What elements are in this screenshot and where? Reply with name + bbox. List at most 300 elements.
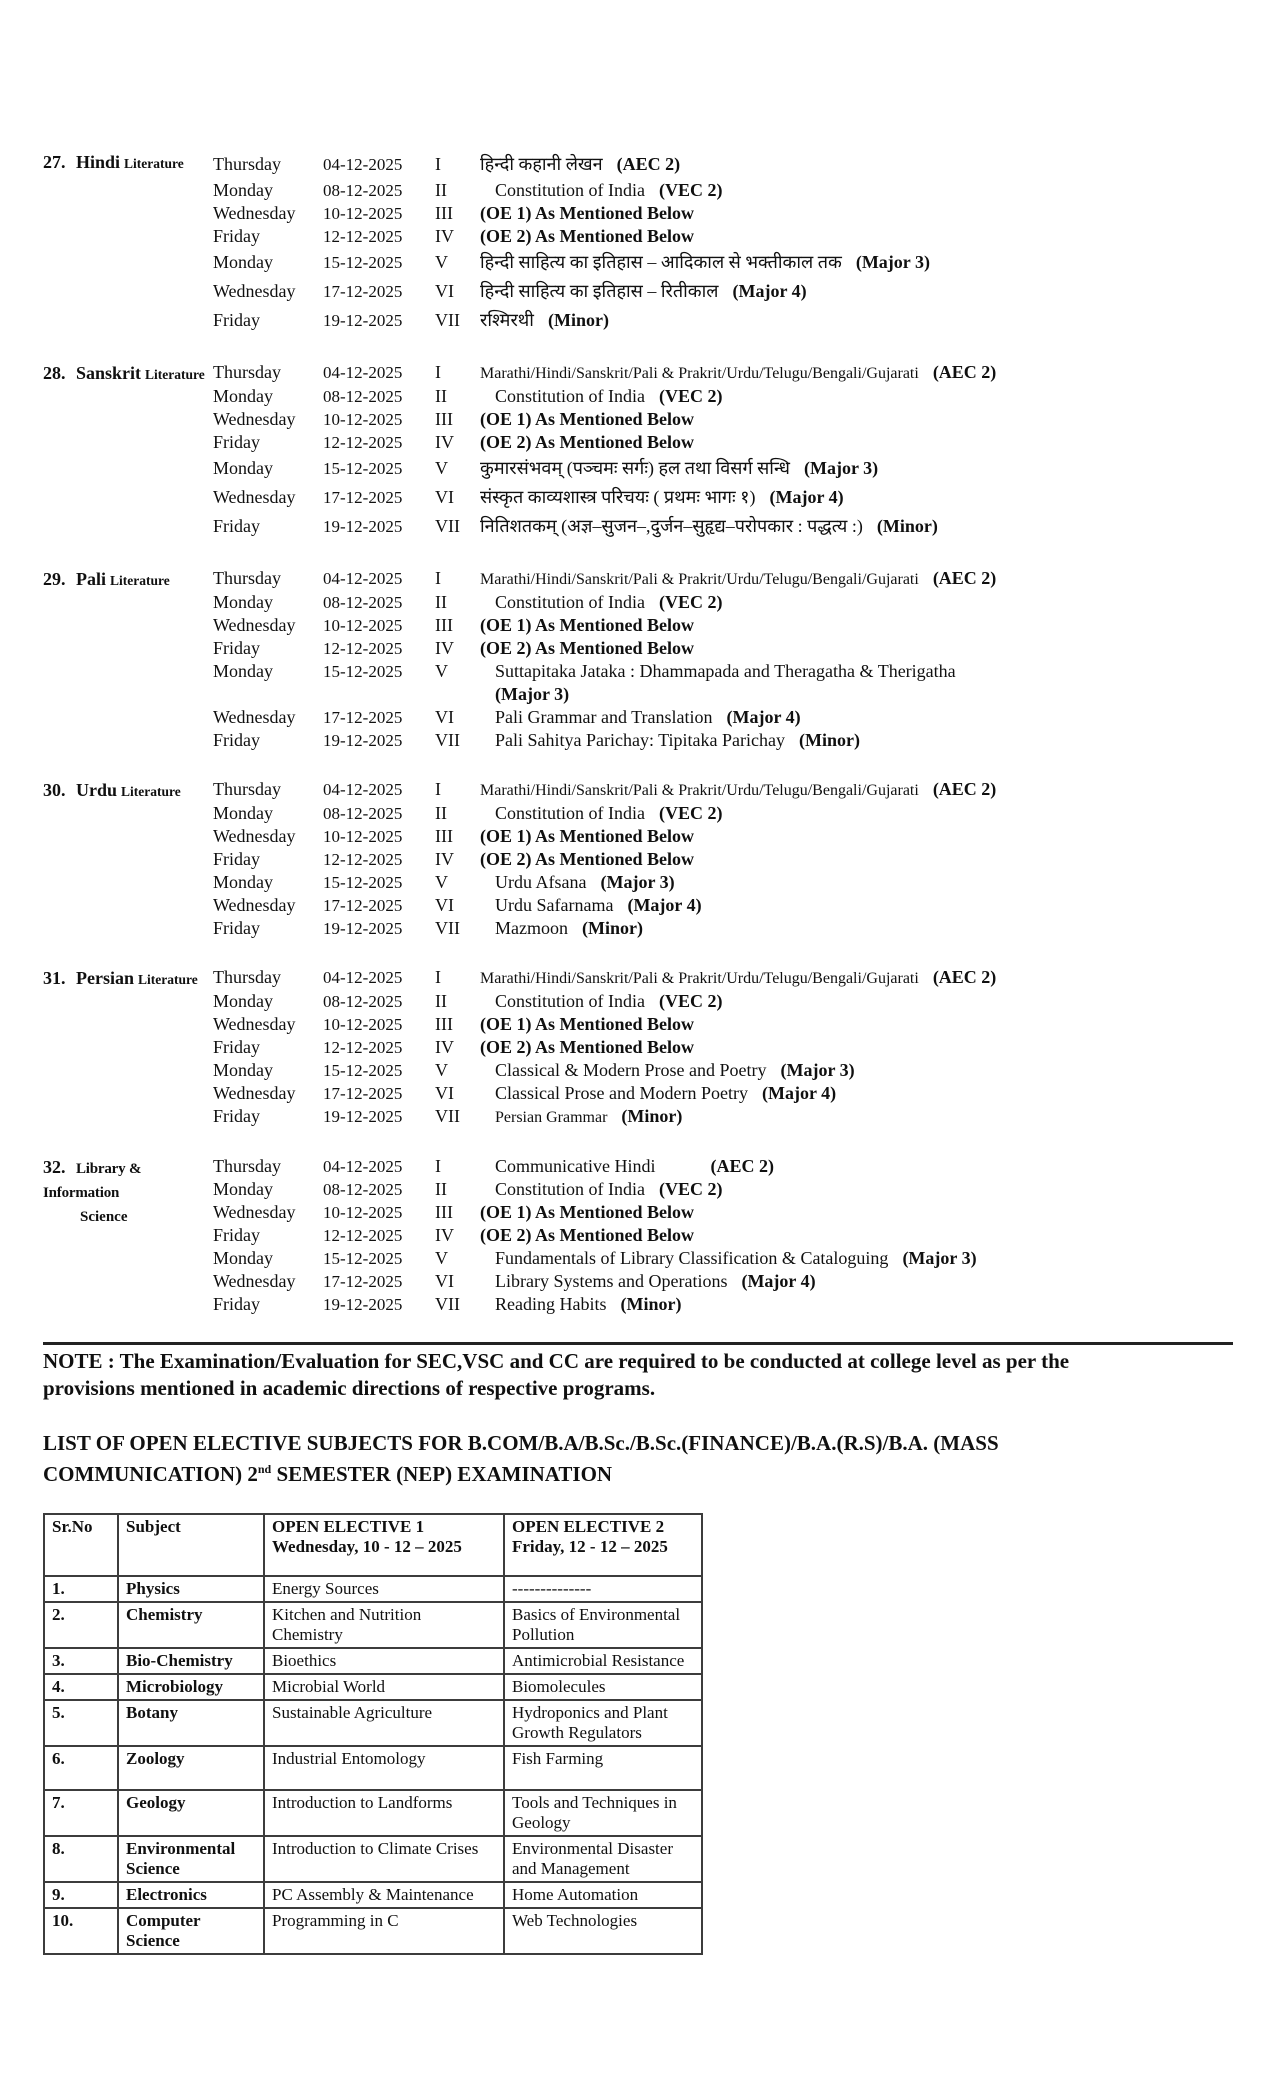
paper-number: III bbox=[435, 203, 453, 223]
course-category-tag: (Minor) bbox=[876, 516, 938, 536]
paper-title: कुमारसंभवम् (पञ्चमः सर्गः) हल तथा विसर्ग सन्धि bbox=[480, 458, 790, 478]
paper-title-cell bbox=[480, 431, 1233, 454]
paper-title: Pali Grammar and Translation bbox=[495, 707, 713, 727]
heading-line2-post: SEMESTER (NEP) EXAMINATION bbox=[271, 1462, 613, 1486]
paper-title-cell bbox=[480, 1293, 1233, 1316]
paper-title: Reading Habits bbox=[495, 1294, 607, 1314]
paper-number: I bbox=[435, 362, 441, 382]
elective-subject: Chemistry bbox=[118, 1602, 264, 1648]
paper-title-cell bbox=[480, 1105, 1233, 1129]
paper-title: (OE 2) As Mentioned Below bbox=[480, 1037, 694, 1057]
paper-title: (OE 2) As Mentioned Below bbox=[480, 226, 694, 246]
course-category-tag: (Major 4) bbox=[726, 707, 801, 727]
schedule-sections bbox=[43, 150, 1233, 1316]
section-number: 31. bbox=[43, 968, 66, 988]
exam-row bbox=[213, 1247, 1233, 1270]
exam-row bbox=[213, 706, 1233, 729]
paper-number: II bbox=[435, 991, 447, 1011]
paper-number: IV bbox=[435, 226, 454, 246]
exam-date: 15-12-2025 bbox=[323, 253, 403, 272]
course-category-tag: (Major 4) bbox=[732, 281, 807, 301]
exam-day: Monday bbox=[213, 803, 273, 823]
paper-number: II bbox=[435, 592, 447, 612]
section-rows bbox=[213, 567, 1233, 752]
exam-row bbox=[213, 990, 1233, 1013]
elective-oe2: Environmental Disaster and Management bbox=[504, 1836, 702, 1882]
paper-title-cell bbox=[480, 966, 1233, 990]
section-subject-name: Pali bbox=[76, 569, 106, 589]
elective-srno: 4. bbox=[44, 1674, 118, 1700]
paper-title: Marathi/Hindi/Sanskrit/Pali & Prakrit/Urdu/Telugu/Bengali/Gujarati bbox=[480, 571, 919, 588]
exam-day: Monday bbox=[213, 1248, 273, 1268]
paper-title-cell bbox=[480, 1201, 1233, 1224]
exam-row bbox=[213, 225, 1233, 248]
exam-date: 04-12-2025 bbox=[323, 363, 403, 382]
paper-title-cell bbox=[480, 248, 1233, 277]
exam-date: 10-12-2025 bbox=[323, 204, 403, 223]
exam-day: Friday bbox=[213, 918, 260, 938]
heading-line2-pre: COMMUNICATION) 2 bbox=[43, 1462, 258, 1486]
section-label-line-1 bbox=[43, 361, 213, 387]
course-category-tag: (Major 4) bbox=[741, 1271, 816, 1291]
section-label-line-1 bbox=[43, 567, 213, 593]
paper-title: नितिशतकम् (अज्ञ–सुजन–,दुर्जन–सुहृद्य–परोपकार : पद्धत्य :) bbox=[480, 516, 863, 536]
exam-day: Monday bbox=[213, 1060, 273, 1080]
paper-title-cell bbox=[480, 660, 1233, 706]
paper-title-cell bbox=[480, 1059, 1233, 1082]
exam-row bbox=[213, 1036, 1233, 1059]
exam-row bbox=[213, 1201, 1233, 1224]
paper-number: VII bbox=[435, 310, 460, 330]
section-number: 30. bbox=[43, 780, 66, 800]
course-category-tag: (Major 3) bbox=[780, 1060, 855, 1080]
exam-row bbox=[213, 660, 1233, 706]
paper-title-cell bbox=[480, 512, 1233, 541]
paper-title: हिन्दी साहित्य का इतिहास – आदिकाल से भक्तीकाल तक bbox=[480, 252, 842, 272]
section-subject-name: Persian bbox=[76, 968, 134, 988]
section-subject-suffix: Literature bbox=[121, 784, 181, 799]
exam-row bbox=[213, 454, 1233, 483]
paper-number: VI bbox=[435, 895, 454, 915]
paper-number: V bbox=[435, 661, 448, 681]
exam-date: 15-12-2025 bbox=[323, 662, 403, 681]
paper-number: IV bbox=[435, 1225, 454, 1245]
exam-day: Friday bbox=[213, 1106, 260, 1126]
exam-date: 08-12-2025 bbox=[323, 593, 403, 612]
paper-title-cell bbox=[480, 150, 1233, 179]
section-rows bbox=[213, 150, 1233, 335]
section-rows bbox=[213, 1155, 1233, 1316]
course-category-tag: (Major 4) bbox=[627, 895, 702, 915]
section-label-line-1 bbox=[43, 150, 213, 176]
paper-title-cell bbox=[480, 894, 1233, 917]
elective-subject: Bio-Chemistry bbox=[118, 1648, 264, 1674]
paper-number: VI bbox=[435, 707, 454, 727]
exam-day: Friday bbox=[213, 432, 260, 452]
course-category-tag: (Major 4) bbox=[769, 487, 844, 507]
section-subject-name: Hindi bbox=[76, 152, 121, 172]
electives-table-body bbox=[44, 1576, 702, 1954]
elective-oe1: Introduction to Climate Crises bbox=[264, 1836, 504, 1882]
exam-day: Friday bbox=[213, 516, 260, 536]
paper-title: Urdu Safarnama bbox=[495, 895, 614, 915]
course-category-tag: (Major 3) bbox=[855, 252, 930, 272]
course-category-tag: (Minor) bbox=[547, 310, 609, 330]
paper-title: (OE 2) As Mentioned Below bbox=[480, 638, 694, 658]
paper-title-cell bbox=[480, 202, 1233, 225]
exam-row bbox=[213, 431, 1233, 454]
oe1-header-title: OPEN ELECTIVE 1 bbox=[272, 1517, 425, 1536]
exam-day: Friday bbox=[213, 638, 260, 658]
section-subject-suffix: Literature bbox=[110, 573, 170, 588]
exam-day: Wednesday bbox=[213, 281, 296, 301]
exam-day: Monday bbox=[213, 661, 273, 681]
course-category-tag: (VEC 2) bbox=[659, 386, 723, 406]
paper-number: IV bbox=[435, 849, 454, 869]
exam-day: Monday bbox=[213, 592, 273, 612]
exam-day: Wednesday bbox=[213, 409, 296, 429]
paper-title-cell bbox=[480, 848, 1233, 871]
paper-title-cell bbox=[480, 614, 1233, 637]
exam-row bbox=[213, 361, 1233, 385]
elective-subject: Microbiology bbox=[118, 1674, 264, 1700]
paper-title-cell bbox=[480, 179, 1233, 202]
paper-number: IV bbox=[435, 432, 454, 452]
paper-title: (OE 1) As Mentioned Below bbox=[480, 826, 694, 846]
elective-subject: Geology bbox=[118, 1790, 264, 1836]
exam-day: Wednesday bbox=[213, 707, 296, 727]
section-number: 27. bbox=[43, 152, 66, 172]
open-electives-table bbox=[43, 1513, 703, 1955]
paper-number: VII bbox=[435, 1106, 460, 1126]
elective-table-row bbox=[44, 1576, 702, 1602]
elective-srno: 5. bbox=[44, 1700, 118, 1746]
section-rows bbox=[213, 778, 1233, 940]
course-category-tag: (AEC 2) bbox=[932, 568, 997, 588]
exam-row bbox=[213, 729, 1233, 752]
paper-title: (OE 1) As Mentioned Below bbox=[480, 1014, 694, 1034]
paper-title: (OE 2) As Mentioned Below bbox=[480, 1225, 694, 1245]
section-label-line-2: Science bbox=[80, 1209, 128, 1225]
course-category-tag: (Minor) bbox=[798, 730, 860, 750]
exam-day: Friday bbox=[213, 849, 260, 869]
exam-date: 17-12-2025 bbox=[323, 708, 403, 727]
exam-row bbox=[213, 248, 1233, 277]
exam-row bbox=[213, 848, 1233, 871]
elective-table-row bbox=[44, 1700, 702, 1746]
elective-oe2: Antimicrobial Resistance bbox=[504, 1648, 702, 1674]
section-number: 29. bbox=[43, 569, 66, 589]
exam-day: Friday bbox=[213, 730, 260, 750]
exam-day: Monday bbox=[213, 458, 273, 478]
exam-day: Friday bbox=[213, 1225, 260, 1245]
open-elective-heading-line-2 bbox=[43, 1456, 1233, 1487]
subject-section bbox=[43, 361, 1233, 541]
heading-ordinal-superscript: nd bbox=[257, 1462, 272, 1476]
exam-day: Wednesday bbox=[213, 1202, 296, 1222]
exam-date: 17-12-2025 bbox=[323, 896, 403, 915]
elective-oe1: Programming in C bbox=[264, 1908, 504, 1954]
paper-number: VI bbox=[435, 281, 454, 301]
exam-date: 19-12-2025 bbox=[323, 517, 403, 536]
section-subject-suffix: Literature bbox=[138, 972, 198, 987]
paper-title-cell bbox=[480, 637, 1233, 660]
course-category-tag: (AEC 2) bbox=[616, 154, 681, 174]
section-label bbox=[43, 567, 213, 752]
paper-number: V bbox=[435, 252, 448, 272]
elective-subject: Computer Science bbox=[118, 1908, 264, 1954]
exam-row bbox=[213, 1178, 1233, 1201]
exam-date: 04-12-2025 bbox=[323, 1157, 403, 1176]
course-category-tag: (VEC 2) bbox=[659, 803, 723, 823]
paper-title-cell bbox=[480, 408, 1233, 431]
paper-number: II bbox=[435, 803, 447, 823]
paper-number: I bbox=[435, 779, 441, 799]
exam-date: 12-12-2025 bbox=[323, 227, 403, 246]
section-rows bbox=[213, 966, 1233, 1129]
paper-title: हिन्दी साहित्य का इतिहास – रितीकाल bbox=[480, 281, 719, 301]
exam-day: Monday bbox=[213, 180, 273, 200]
elective-oe2: -------------- bbox=[504, 1576, 702, 1602]
elective-subject: Botany bbox=[118, 1700, 264, 1746]
exam-date: 08-12-2025 bbox=[323, 1180, 403, 1199]
elective-oe1: Kitchen and Nutrition Chemistry bbox=[264, 1602, 504, 1648]
paper-title-cell bbox=[480, 917, 1233, 940]
paper-title: Mazmoon bbox=[495, 918, 568, 938]
elective-oe2: Tools and Techniques in Geology bbox=[504, 1790, 702, 1836]
elective-table-row bbox=[44, 1908, 702, 1954]
paper-title: (OE 1) As Mentioned Below bbox=[480, 1202, 694, 1222]
exam-day: Thursday bbox=[213, 362, 281, 382]
exam-date: 19-12-2025 bbox=[323, 1107, 403, 1126]
section-label bbox=[43, 150, 213, 335]
paper-number: II bbox=[435, 1179, 447, 1199]
section-label-line-1 bbox=[43, 966, 213, 992]
paper-title: Constitution of India bbox=[495, 386, 645, 406]
exam-date: 04-12-2025 bbox=[323, 780, 403, 799]
exam-row bbox=[213, 483, 1233, 512]
paper-title: Communicative Hindi bbox=[495, 1156, 656, 1176]
paper-title: Constitution of India bbox=[495, 803, 645, 823]
exam-date: 08-12-2025 bbox=[323, 804, 403, 823]
paper-number: VII bbox=[435, 1294, 460, 1314]
paper-title-cell bbox=[480, 706, 1233, 729]
paper-number: VII bbox=[435, 516, 460, 536]
subject-section bbox=[43, 567, 1233, 752]
exam-day: Monday bbox=[213, 1179, 273, 1199]
exam-day: Wednesday bbox=[213, 203, 296, 223]
elective-srno: 1. bbox=[44, 1576, 118, 1602]
paper-number: VI bbox=[435, 1083, 454, 1103]
section-rows bbox=[213, 361, 1233, 541]
course-category-tag: (VEC 2) bbox=[659, 180, 723, 200]
paper-title-cell bbox=[480, 567, 1233, 591]
exam-date: 04-12-2025 bbox=[323, 569, 403, 588]
paper-title-cell bbox=[480, 1270, 1233, 1293]
paper-number: III bbox=[435, 615, 453, 635]
exam-date: 12-12-2025 bbox=[323, 1226, 403, 1245]
paper-number: III bbox=[435, 409, 453, 429]
paper-title-cell bbox=[480, 1178, 1233, 1201]
paper-title-cell bbox=[480, 1013, 1233, 1036]
exam-day: Monday bbox=[213, 991, 273, 1011]
paper-title: (OE 2) As Mentioned Below bbox=[480, 432, 694, 452]
paper-title: (OE 2) As Mentioned Below bbox=[480, 849, 694, 869]
elective-table-row bbox=[44, 1746, 702, 1790]
exam-date: 17-12-2025 bbox=[323, 488, 403, 507]
paper-title: Persian Grammar bbox=[495, 1109, 608, 1126]
course-category-tag: (Major 3) bbox=[600, 872, 675, 892]
elective-oe2: Web Technologies bbox=[504, 1908, 702, 1954]
elective-oe1: Energy Sources bbox=[264, 1576, 504, 1602]
exam-row bbox=[213, 591, 1233, 614]
paper-title: Constitution of India bbox=[495, 1179, 645, 1199]
elective-oe2: Home Automation bbox=[504, 1882, 702, 1908]
paper-title-cell bbox=[480, 729, 1233, 752]
elective-table-row bbox=[44, 1790, 702, 1836]
paper-title-cell bbox=[480, 1247, 1233, 1270]
paper-number: VI bbox=[435, 1271, 454, 1291]
elective-oe1: Introduction to Landforms bbox=[264, 1790, 504, 1836]
paper-title: Constitution of India bbox=[495, 991, 645, 1011]
exam-date: 17-12-2025 bbox=[323, 282, 403, 301]
exam-day: Friday bbox=[213, 1037, 260, 1057]
elective-table-row bbox=[44, 1836, 702, 1882]
electives-header-row bbox=[44, 1514, 702, 1576]
exam-date: 15-12-2025 bbox=[323, 873, 403, 892]
subject-section bbox=[43, 966, 1233, 1129]
section-subject-suffix: Literature bbox=[124, 156, 184, 171]
exam-date: 12-12-2025 bbox=[323, 433, 403, 452]
paper-title: (OE 1) As Mentioned Below bbox=[480, 203, 694, 223]
paper-title: हिन्दी कहानी लेखन bbox=[480, 154, 603, 174]
paper-number: I bbox=[435, 1156, 441, 1176]
elective-subject: Physics bbox=[118, 1576, 264, 1602]
exam-date: 19-12-2025 bbox=[323, 311, 403, 330]
paper-title-cell bbox=[480, 1082, 1233, 1105]
column-header-open-elective-1 bbox=[264, 1514, 504, 1576]
paper-title-cell bbox=[480, 778, 1233, 802]
paper-title: Classical Prose and Modern Poetry bbox=[495, 1083, 748, 1103]
elective-srno: 10. bbox=[44, 1908, 118, 1954]
exam-row bbox=[213, 1082, 1233, 1105]
column-header-open-elective-2 bbox=[504, 1514, 702, 1576]
exam-date: 08-12-2025 bbox=[323, 181, 403, 200]
course-category-tag: (Minor) bbox=[620, 1294, 682, 1314]
paper-number: I bbox=[435, 967, 441, 987]
elective-oe1: Industrial Entomology bbox=[264, 1746, 504, 1790]
exam-row bbox=[213, 277, 1233, 306]
exam-row bbox=[213, 1105, 1233, 1129]
elective-subject: Electronics bbox=[118, 1882, 264, 1908]
elective-oe2: Hydroponics and Plant Growth Regulators bbox=[504, 1700, 702, 1746]
exam-date: 10-12-2025 bbox=[323, 616, 403, 635]
elective-subject: Zoology bbox=[118, 1746, 264, 1790]
exam-date: 10-12-2025 bbox=[323, 410, 403, 429]
exam-date: 19-12-2025 bbox=[323, 919, 403, 938]
elective-oe2: Fish Farming bbox=[504, 1746, 702, 1790]
elective-oe1: Microbial World bbox=[264, 1674, 504, 1700]
paper-title-cell bbox=[480, 825, 1233, 848]
paper-number: IV bbox=[435, 638, 454, 658]
subject-section bbox=[43, 150, 1233, 335]
exam-row bbox=[213, 202, 1233, 225]
elective-table-row bbox=[44, 1648, 702, 1674]
paper-title: Marathi/Hindi/Sanskrit/Pali & Prakrit/Urdu/Telugu/Bengali/Gujarati bbox=[480, 365, 919, 382]
oe2-header-date: Friday, 12 - 12 – 2025 bbox=[512, 1537, 668, 1556]
exam-date: 10-12-2025 bbox=[323, 1015, 403, 1034]
exam-day: Wednesday bbox=[213, 895, 296, 915]
exam-row bbox=[213, 150, 1233, 179]
exam-row bbox=[213, 512, 1233, 541]
section-label-line-1 bbox=[43, 778, 213, 804]
paper-number: VII bbox=[435, 918, 460, 938]
exam-date: 08-12-2025 bbox=[323, 387, 403, 406]
section-label bbox=[43, 361, 213, 541]
section-number: 32. bbox=[43, 1157, 66, 1177]
section-label bbox=[43, 966, 213, 1129]
exam-day: Wednesday bbox=[213, 615, 296, 635]
paper-title-cell bbox=[480, 990, 1233, 1013]
exam-date: 15-12-2025 bbox=[323, 1061, 403, 1080]
subject-section bbox=[43, 1155, 1233, 1316]
elective-oe1: Sustainable Agriculture bbox=[264, 1700, 504, 1746]
elective-table-row bbox=[44, 1882, 702, 1908]
exam-row bbox=[213, 1293, 1233, 1316]
exam-date: 08-12-2025 bbox=[323, 992, 403, 1011]
exam-day: Wednesday bbox=[213, 1271, 296, 1291]
column-header-subject: Subject bbox=[118, 1514, 264, 1576]
oe2-header-title: OPEN ELECTIVE 2 bbox=[512, 1517, 665, 1536]
elective-srno: 7. bbox=[44, 1790, 118, 1836]
exam-day: Wednesday bbox=[213, 1014, 296, 1034]
paper-title-cell bbox=[480, 1155, 1233, 1178]
exam-row bbox=[213, 179, 1233, 202]
exam-row bbox=[213, 778, 1233, 802]
oe1-header-date: Wednesday, 10 - 12 – 2025 bbox=[272, 1537, 462, 1556]
exam-row bbox=[213, 825, 1233, 848]
exam-day: Thursday bbox=[213, 779, 281, 799]
paper-number: I bbox=[435, 154, 441, 174]
exam-date: 12-12-2025 bbox=[323, 639, 403, 658]
paper-title-cell bbox=[480, 1036, 1233, 1059]
subject-section bbox=[43, 778, 1233, 940]
exam-day: Thursday bbox=[213, 967, 281, 987]
exam-day: Thursday bbox=[213, 154, 281, 174]
paper-title: Marathi/Hindi/Sanskrit/Pali & Prakrit/Urdu/Telugu/Bengali/Gujarati bbox=[480, 970, 919, 987]
course-category-tag: (Minor) bbox=[621, 1106, 683, 1126]
section-subject-name: Library & Information bbox=[43, 1161, 142, 1201]
section-subject-name: Urdu bbox=[76, 780, 118, 800]
paper-number: II bbox=[435, 180, 447, 200]
exam-date: 10-12-2025 bbox=[323, 1203, 403, 1222]
paper-title: Constitution of India bbox=[495, 592, 645, 612]
paper-number: IV bbox=[435, 1037, 454, 1057]
exam-row bbox=[213, 1013, 1233, 1036]
elective-table-row bbox=[44, 1602, 702, 1648]
exam-day: Wednesday bbox=[213, 487, 296, 507]
course-category-tag: (Major 3) bbox=[902, 1248, 977, 1268]
paper-number: V bbox=[435, 872, 448, 892]
paper-title-cell bbox=[480, 454, 1233, 483]
exam-date: 17-12-2025 bbox=[323, 1084, 403, 1103]
paper-number: I bbox=[435, 568, 441, 588]
exam-day: Friday bbox=[213, 310, 260, 330]
paper-title: Pali Sahitya Parichay: Tipitaka Parichay bbox=[495, 730, 785, 750]
paper-title: Urdu Afsana bbox=[495, 872, 587, 892]
paper-title: Fundamentals of Library Classification & Cataloguing bbox=[495, 1248, 889, 1268]
exam-row bbox=[213, 637, 1233, 660]
